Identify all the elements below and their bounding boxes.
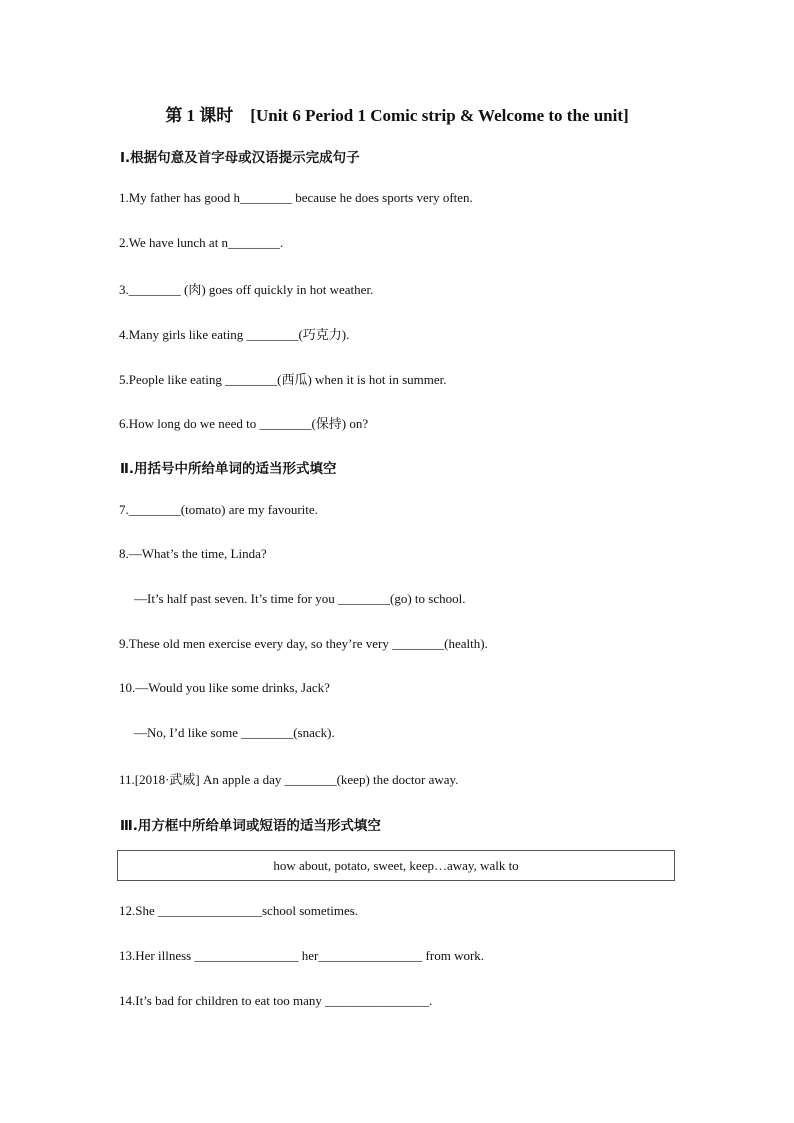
question-3: 3.________ (肉) goes off quickly in hot weather. [119, 282, 374, 297]
section-2-heading: Ⅱ.用括号中所给单词的适当形式填空 [120, 461, 337, 477]
word-box-text: how about, potato, sweet, keep…away, walk to [273, 857, 519, 873]
question-13: 13.Her illness ________________ her________________ from work. [119, 948, 485, 963]
question-7: 7.________(tomato) are my favourite. [119, 502, 318, 517]
question-6: 6.How long do we need to ________(保持) on? [119, 416, 369, 431]
question-9: 9.These old men exercise every day, so they’re very ________(health). [119, 636, 488, 651]
section-3-heading: Ⅲ.用方框中所给单词或短语的适当形式填空 [120, 818, 381, 834]
page-title: 第 1 课时 [Unit 6 Period 1 Comic strip & Welcome to the unit] [165, 106, 629, 125]
question-10-reply: —No, I’d like some ________(snack). [134, 725, 335, 740]
question-12: 12.She ________________school sometimes. [119, 903, 359, 918]
question-11: 11.[2018·武威] An apple a day ________(keep) the doctor away. [119, 772, 459, 787]
question-8-reply: —It’s half past seven. It’s time for you ________(go) to school. [134, 591, 466, 606]
question-8-prompt: 8.—What’s the time, Linda? [119, 546, 267, 561]
question-4: 4.Many girls like eating ________(巧克力). [119, 327, 350, 342]
question-1: 1.My father has good h________ because he does sports very often. [119, 190, 473, 205]
question-2: 2.We have lunch at n________. [119, 235, 284, 250]
question-5: 5.People like eating ________(西瓜) when it is hot in summer. [119, 372, 447, 387]
question-10-prompt: 10.—Would you like some drinks, Jack? [119, 680, 330, 695]
section-1-heading: Ⅰ.根据句意及首字母或汉语提示完成句子 [120, 150, 360, 166]
word-box [117, 850, 675, 881]
question-14: 14.It’s bad for children to eat too many ________________. [119, 993, 433, 1008]
